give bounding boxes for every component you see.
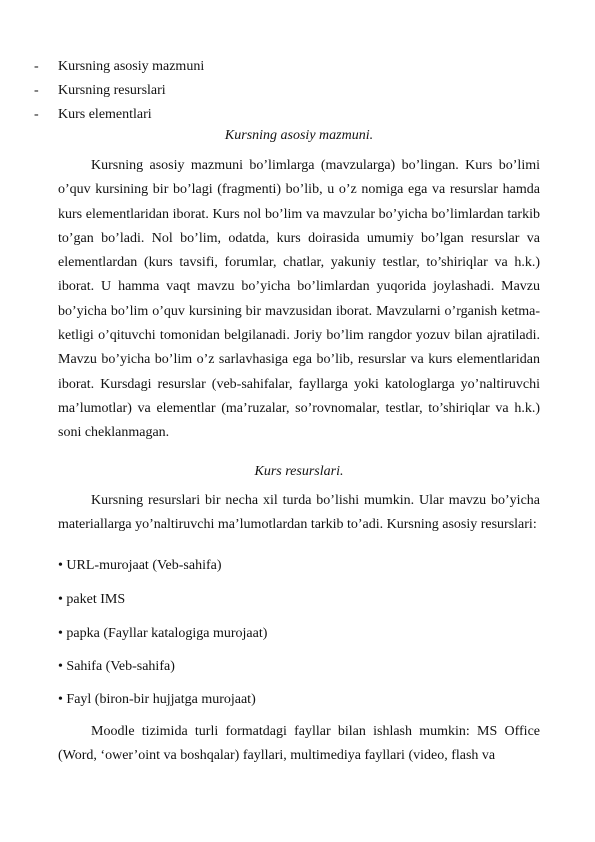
dash-marker: - (34, 83, 39, 98)
outline-item-label: Kursning asosiy mazmuni (58, 59, 205, 74)
list-item: • paket IMS (58, 592, 126, 607)
outline-item (34, 103, 554, 127)
dash-marker: - (34, 59, 39, 74)
section-heading: Kurs resurslari. (254, 464, 344, 479)
outline-item (34, 55, 554, 79)
list-item: • URL-murojaat (Veb-sahifa) (58, 558, 222, 573)
outline-list (34, 55, 554, 127)
body-paragraph: Kursning asosiy mazmuni bo’limlarga (mavzularga) bo’lingan. Kurs bo’limi o’quv kursining bir bo’lagi (fragmenti) bo’lib, u o’z nomiga ega va resurslar hamda kurs elementlaridan iborat. Kurs nol bo’lim va mavzular bo’yicha bo’limlardan tarkib to’gan bo’ladi. Nol bo’lim, odatda, kurs doirasida umumiy bo’lgan resurslar va elementlardan (kurs tavsifi, forumlar, chatlar, yakuniy testlar, to’shiriqlar va h.k.) iborat. U hamma vaqt mavzu bo’yicha bo’limlardan yuqorida joylashadi. Mavzu bo’yicha bo’lim o’quv kursining bir mavzusidan iborat. Mavzularni o’rganish ketma-ketligi o’qituvchi tomonidan belgilanadi. Joriy bo’lim rangdor yozuv bilan ajratiladi. Mavzu bo’yicha bo’lim o’z sarlavhasiga ega bo’lib, resurslar va kurs elementlaridan iborat. Kursdagi resurslar (veb-sahifalar, fayllarga yoki katologlarga yo’naltiruvchi ma’lumotlar) va elementlar (ma’ruzalar, so’rovnomalar, testlar, to’shiriqlar va h.k.) soni cheklanmagan. (58, 158, 540, 441)
body-paragraph: Kursning resurslari bir necha xil turda bo’lishi mumkin. Ular mavzu bo’yicha materiallarga yo’naltiruvchi ma’lumotlardan tarkib to’adi. Kursning asosiy resurslari: (58, 493, 540, 533)
outline-item-label: Kurs elementlari (58, 107, 152, 122)
dash-marker: - (34, 107, 39, 122)
outline-item (34, 79, 554, 103)
section-heading: Kursning asosiy mazmuni. (224, 128, 374, 143)
outline-item-label: Kursning resurslari (58, 83, 166, 98)
body-paragraph: Moodle tizimida turli formatdagi fayllar bilan ishlash mumkin: MS Office (Word, ‘ower’oint va boshqalar) fayllari, multimediya fayllari (video, flash va (58, 724, 540, 764)
list-item: • Sahifa (Veb-sahifa) (58, 659, 175, 674)
list-item: • Fayl (biron-bir hujjatga murojaat) (58, 692, 256, 707)
list-item: • papka (Fayllar katalogiga murojaat) (58, 626, 268, 641)
